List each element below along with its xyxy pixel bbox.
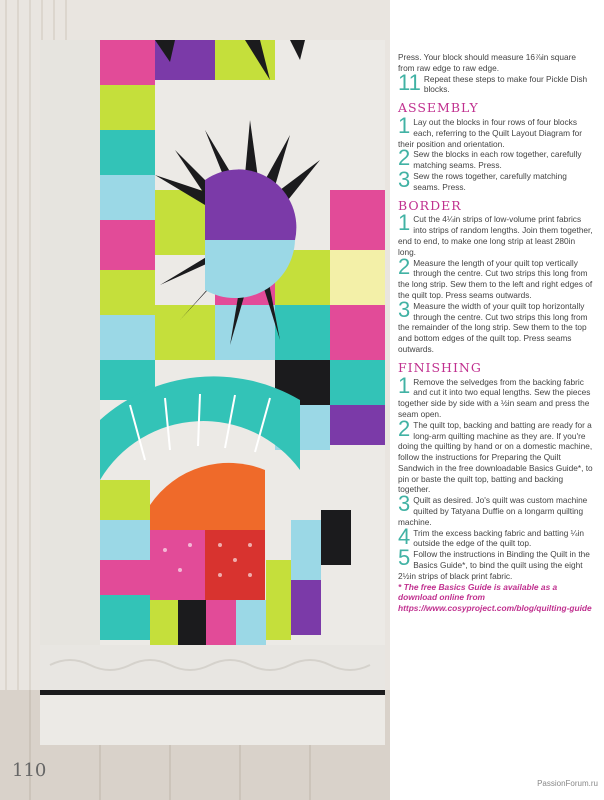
instructions-column [398, 52, 594, 613]
step-text: Lay out the blocks in four rows of four blocks each, referring to the Quilt Layout Diagram for their position and orientation. [398, 116, 583, 149]
step-text: Follow the instructions in Binding the Quilt in the Basics Guide*, to bind the quilt using the eight 2½in strips of black print fabric. [398, 549, 590, 581]
step-number: 2 [398, 253, 411, 279]
assembly-step [398, 112, 594, 149]
step-number: 4 [398, 523, 411, 549]
section-title-assembly: ASSEMBLY [398, 100, 479, 116]
watermark: PassionForum.ru [537, 779, 598, 788]
border-step [398, 296, 594, 355]
step-number: 11 [398, 69, 421, 95]
assembly-step [398, 166, 594, 193]
step-number: 1 [398, 372, 411, 398]
finishing-step [398, 545, 594, 581]
step-number: 2 [398, 415, 411, 441]
step-number: 5 [398, 545, 411, 571]
step-text: Measure the width of your quilt top horizontally through the centre. Cut two strips this long from the remainder of the long strip. Sew them to the top and bottom edges of the quilt top. Press seams outwards. [398, 300, 588, 354]
section-title-border: BORDER [398, 197, 462, 213]
step-text: Sew the rows together, carefully matching seams. Press. [413, 170, 567, 192]
footnote: * The free Basics Guide is available as a download online from https://www.cosyproject.com/blog/quilting-guide [398, 581, 592, 613]
step-text: Cut the 4¼in strips of low-volume print fabrics into strips of random lengths. Join them together, end to end, to make one long strip at least 280in long. [398, 214, 593, 257]
step-number: 3 [398, 166, 411, 192]
section-title-finishing: FINISHING [398, 359, 482, 375]
finishing-step [398, 415, 594, 496]
step-11 [398, 69, 594, 96]
step-number: 1 [398, 210, 411, 236]
step-number: 3 [398, 296, 411, 322]
finishing-step [398, 523, 594, 550]
step-text: Trim the excess backing fabric and batting ¼in outside the edge of the quilt top. [413, 527, 585, 549]
step-number: 2 [398, 145, 411, 171]
step-number: 1 [398, 112, 411, 138]
step-text: Quilt as desired. Jo's quilt was custom machine quilted by Tatyana Duffie on a longarm quilting machine. [398, 495, 588, 527]
step-text: The quilt top, backing and batting are ready for a long-arm quilting machine as they are. If you're doing the quilting by hand or on a domestic machine, follow the instructions for Preparing the Quilt Sandwich in the free downloadable Basics Guide*, to pin or baste the quilt top, batting and backing together. [398, 419, 593, 495]
border-step [398, 210, 594, 257]
page-number: 110 [12, 760, 47, 781]
press-text: Press. Your block should measure 16⅞in square from raw edge to raw edge. [398, 52, 577, 73]
step-text: Repeat these steps to make four Pickle Dish blocks. [423, 73, 588, 95]
finishing-step [398, 372, 594, 420]
step-number: 3 [398, 491, 411, 517]
step-text: Sew the blocks in each row together, carefully matching seams. Press. [413, 149, 582, 171]
finishing-step [398, 491, 594, 527]
step-text: Remove the selvedges from the backing fabric and cut it into two equal lengths. Sew the pieces together side by side with a ½in seam and press the seam open. [398, 376, 591, 419]
step-text: Measure the length of your quilt top vertically through the centre. Cut two strips this long from the long strip. Sew them to the left and right edges of the quilt top. Press seams outwards. [398, 257, 593, 300]
assembly-step [398, 145, 594, 171]
border-step [398, 253, 594, 301]
